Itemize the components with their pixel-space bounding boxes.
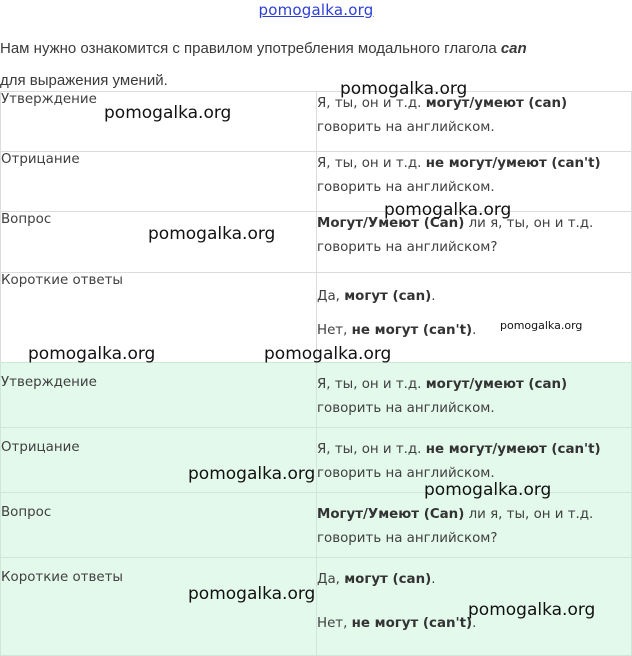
- watermark: pomogalka.org: [188, 464, 316, 484]
- row-label: Отрицание: [1, 428, 317, 493]
- row-text: Я, ты, он и т.д. не могут/умеют (can't) говорить на английском.: [317, 428, 632, 493]
- watermark: pomogalka.org: [340, 79, 468, 99]
- short-answer-yes: Да, могут (can).: [317, 572, 436, 587]
- row-label: Вопрос: [1, 493, 317, 558]
- watermark: pomogalka.org: [500, 319, 583, 332]
- watermark: pomogalka.org: [148, 224, 276, 244]
- table-row: [1, 363, 632, 428]
- short-answer-no: Нет, не могут (can't).: [317, 616, 477, 631]
- row-label: Короткие ответы: [1, 273, 317, 363]
- table-row: [1, 212, 632, 273]
- intro-text-part1: Нам нужно ознакомится с правилом употребления модального глагола: [0, 40, 501, 57]
- watermark: pomogalka.org: [264, 344, 392, 364]
- watermark: pomogalka.org: [384, 200, 512, 220]
- short-answer-no: Нет, не могут (can't).: [317, 323, 477, 338]
- watermark: pomogalka.org: [424, 480, 552, 500]
- row-label: Утверждение: [1, 92, 317, 152]
- row-label: Вопрос: [1, 212, 317, 273]
- row-text: Я, ты, он и т.д. не могут/умеют (can't) говорить на английском.: [317, 152, 632, 212]
- site-watermark-link[interactable]: pomogalka.org: [258, 1, 374, 19]
- row-label: Утверждение: [1, 363, 317, 428]
- short-answer-yes: Да, могут (can).: [317, 289, 436, 304]
- watermark: pomogalka.org: [188, 584, 316, 604]
- watermark: pomogalka.org: [28, 344, 156, 364]
- table-row: [1, 92, 632, 152]
- intro-paragraph: [0, 33, 632, 97]
- row-label: Короткие ответы: [1, 558, 317, 656]
- row-text: Могут/Умеют (Can) ли я, ты, он и т.д. говорить на английском?: [317, 212, 632, 273]
- row-text: Я, ты, он и т.д. могут/умеют (can) говорить на английском.: [317, 363, 632, 428]
- row-text: Я, ты, он и т.д. могут/умеют (can) говорить на английском.: [317, 92, 632, 152]
- watermark: pomogalka.org: [104, 103, 232, 123]
- watermark: pomogalka.org: [468, 600, 596, 620]
- intro-verb: can: [500, 40, 527, 57]
- intro-text-part2: для выражения умений.: [0, 72, 168, 89]
- row-label: Отрицание: [1, 152, 317, 212]
- row-text: Могут/Умеют (Can) ли я, ты, он и т.д. говорить на английском?: [317, 493, 632, 558]
- table-row: [1, 493, 632, 558]
- table-row: [1, 152, 632, 212]
